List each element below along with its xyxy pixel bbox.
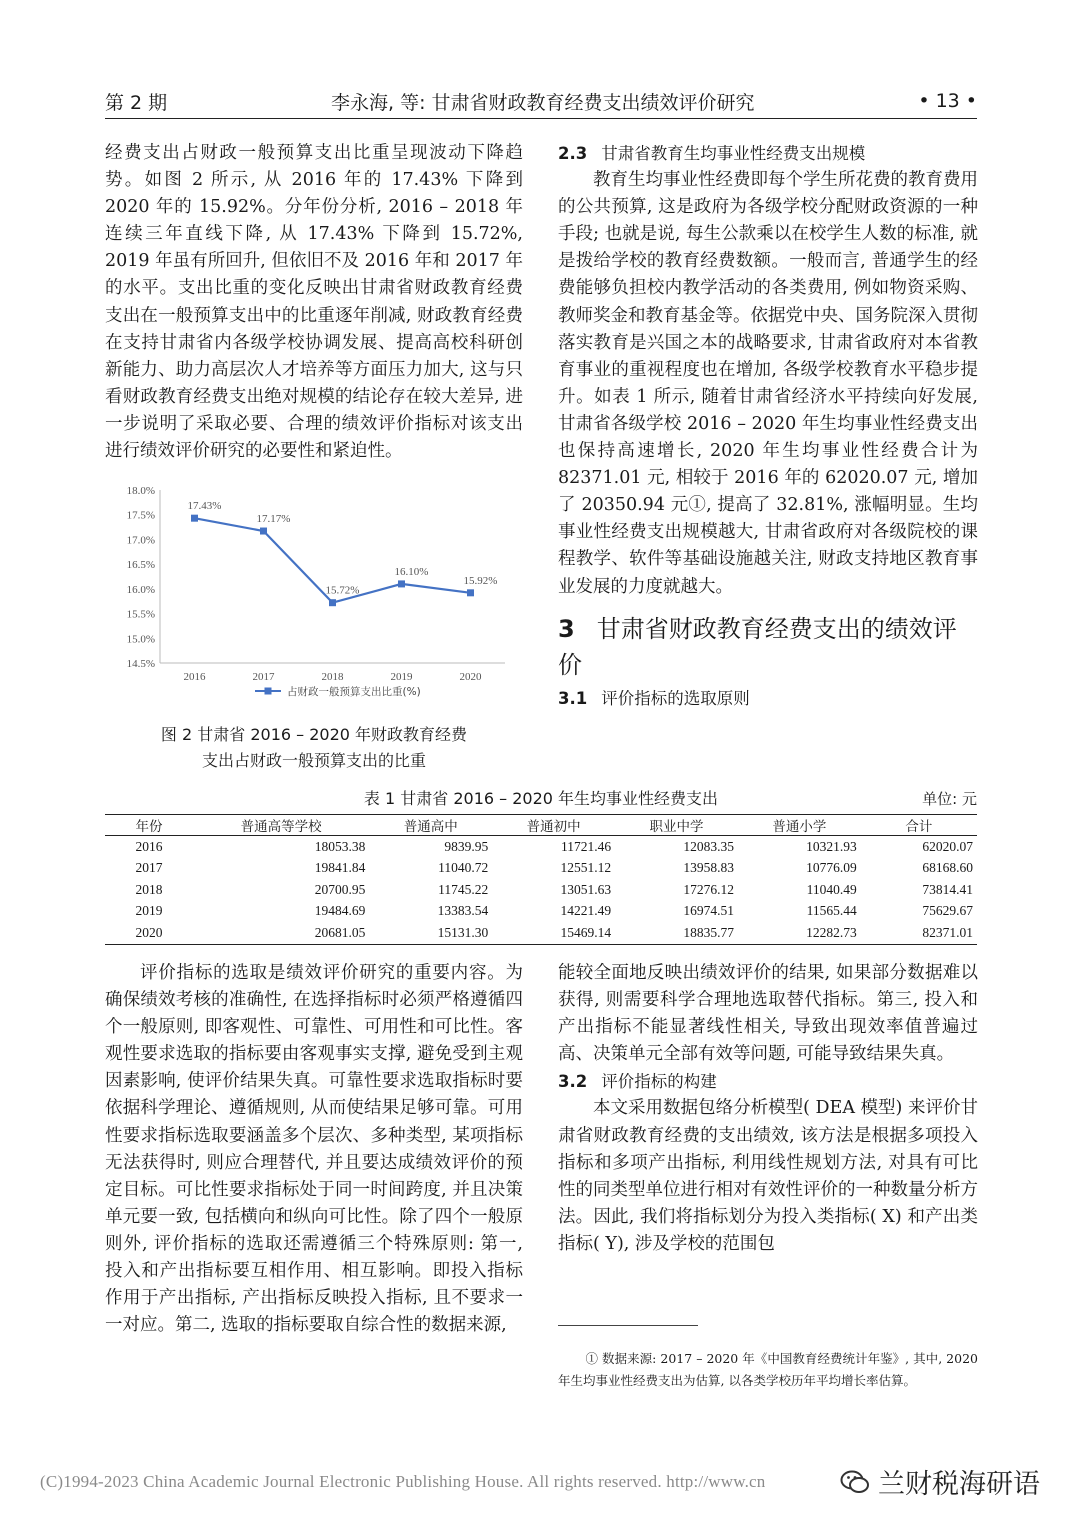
chart-svg <box>105 478 523 713</box>
data-label: 17.43% <box>187 500 222 513</box>
y-tick-label: 16.5% <box>126 559 155 572</box>
data-table <box>105 814 977 945</box>
x-tick-label: 2019 <box>390 671 413 683</box>
watermark-text: 兰财税海研语 <box>878 1469 1040 1500</box>
table-cell-year: 2019 <box>135 903 163 919</box>
y-tick-label: 16.0% <box>126 583 155 596</box>
table-row <box>105 858 977 880</box>
section-title: 甘肃省财政教育经费支出的绩效评价 <box>558 614 957 679</box>
table-cell-value: 62020.07 <box>922 838 973 854</box>
article-header-title: 李永海, 等: 甘肃省财政教育经费支出绩效评价研究 <box>330 91 755 114</box>
paragraph: 评价指标的选取是绩效评价研究的重要内容。为确保绩效考核的准确性, 在选择指标时必须严格遵循四个一般原则, 即客观性、可靠性、可用性和可比性。客观性要求选取的指标要由客观事实支撑, 避免受到主观因素影响, 使评价结果失真。可靠性要求选取指标时要依据科学理论、遵循规则, 从而使结果足够可靠。可用性要求指标选取要涵盖多个层次、多种类型, 某项指标无法获得时, 则应合理替代, 并且要达成绩效评价的预定目标。可比性要求指标处于同一时间跨度, 并且决策单元要一致, 包括横向和纵向可比性。除了四个一般原则外, 评价指标的选取还需遵循三个特殊原则: 第一, 投入和产出指标要互相作用、相互影响。即投入指标作用于产出指标, 产出指标反映投入指标, 且不要求一一对应。第二, 选取的指标要取自综合性的数据来源, <box>105 963 523 1336</box>
table-cell-year: 2016 <box>135 838 163 854</box>
section-number: 2.3 <box>558 144 588 163</box>
section-title: 评价指标的构建 <box>601 1072 717 1092</box>
data-label: 15.72% <box>325 584 360 597</box>
table-cell-value: 13051.63 <box>560 881 612 897</box>
y-tick-label: 14.5% <box>126 658 155 670</box>
issue-number: 第 2 期 <box>105 91 168 114</box>
running-header <box>105 86 977 116</box>
table-cell-value: 75629.67 <box>922 903 973 919</box>
table-row <box>105 901 977 923</box>
section-heading-2-3 <box>558 140 978 167</box>
table-title: 表 1 甘肃省 2016 – 2020 年生均事业性经费支出 <box>363 789 719 808</box>
table-cell-value: 13958.83 <box>683 860 734 876</box>
data-point <box>260 528 267 535</box>
y-tick-label: 17.5% <box>126 509 155 522</box>
legend-marker <box>265 688 272 695</box>
left-column-top <box>105 140 523 465</box>
column-header: 普通高中 <box>403 819 458 835</box>
table-cell-value: 82371.01 <box>922 924 973 940</box>
section-number: 3.2 <box>558 1072 588 1092</box>
left-column-bottom <box>105 960 523 1339</box>
section-heading-3-2 <box>558 1068 978 1095</box>
column-header: 普通小学 <box>772 819 827 835</box>
watermark <box>840 1462 1040 1501</box>
data-point <box>467 589 474 596</box>
line-chart <box>105 478 523 713</box>
section-title: 评价指标的选取原则 <box>601 688 750 708</box>
column-header: 普通高等学校 <box>240 819 322 835</box>
y-tick-label: 18.0% <box>126 485 155 497</box>
section-number: 3.1 <box>558 688 588 708</box>
table-row <box>105 879 977 901</box>
table-cell-value: 11745.22 <box>438 881 489 897</box>
wechat-icon <box>840 1469 870 1495</box>
data-point <box>329 599 336 606</box>
figure-caption-line1: 图 2 甘肃省 2016 – 2020 年财政教育经费 <box>160 725 468 744</box>
table-cell-year: 2017 <box>135 860 163 876</box>
right-column-top <box>558 140 978 712</box>
table-cell-value: 15469.14 <box>560 924 612 940</box>
x-tick-label: 2018 <box>321 671 344 683</box>
data-point <box>398 580 405 587</box>
paragraph: 本文采用数据包络分析模型( DEA 模型) 来评价甘肃省财政教育经费的支出绩效, 该方法是根据多项投入指标和多项产出指标, 利用线性规划方法, 对具有可比性的同类型单位进行相对有效性评价的一种数量分析方法。因此, 我们将指标划分为投入类指标( X) 和产出类指标( Y), 涉及学校的范围包 <box>558 1098 978 1254</box>
table-cell-value: 16974.51 <box>683 903 734 919</box>
table-cell-value: 19841.84 <box>314 860 366 876</box>
data-label: 16.10% <box>394 565 429 578</box>
section-heading-3 <box>558 611 978 683</box>
figure-caption-line2: 支出占财政一般预算支出的比重 <box>201 751 426 770</box>
right-column-bottom <box>558 960 978 1258</box>
table-cell-value: 9839.95 <box>444 838 489 854</box>
footnote-rule <box>558 1325 698 1326</box>
section-number: 3 <box>558 614 575 643</box>
table-cell-year: 2018 <box>135 881 163 897</box>
section-title: 甘肃省教育生均事业性经费支出规模 <box>601 144 866 163</box>
table-unit: 单位: 元 <box>922 790 977 808</box>
table-cell-value: 73814.41 <box>922 881 973 897</box>
table-cell-value: 18835.77 <box>683 924 734 940</box>
table-cell-value: 20700.95 <box>314 881 366 897</box>
paragraph: 经费支出占财政一般预算支出比重呈现波动下降趋势。如图 2 所示, 从 2016 年的 17.43% 下降到 2020 年的 15.92%。分年份分析, 2016 – 2018 年连续三年直线下降, 从 17.43% 下降到 15.72%, 2019 年虽有所回升, 但依旧不及 2016 年和 2017 年的水平。支出比重的变化反映出甘肃省财政教育经费支出在一般预算支出中的比重逐年削减, 财政教育经费在支持甘肃省内各级学校协调发展、提高高校科研创新能力、助力高层次人才培养等方面压力加大, 这与只看财政教育经费支出绝对规模的结论存在较大差异, 进一步说明了采取必要、合理的绩效评价指标对该支出进行绩效评价研究的必要性和紧迫性。 <box>105 143 523 462</box>
table-cell-value: 12282.73 <box>806 924 857 940</box>
column-header: 年份 <box>135 819 163 835</box>
column-header: 合计 <box>905 819 933 835</box>
table-cell-value: 15131.30 <box>437 924 489 940</box>
data-label: 15.92% <box>463 574 498 587</box>
table-cell-value: 13383.54 <box>437 903 489 919</box>
table-cell-value: 19484.69 <box>314 903 366 919</box>
y-tick-label: 15.5% <box>126 608 155 621</box>
table-cell-value: 11040.49 <box>806 881 857 897</box>
table-cell-value: 10776.09 <box>806 860 857 876</box>
copyright-footer: (C)1994-2023 China Academic Journal Electronic Publishing House. All rights reserved. http://www.cn <box>40 1472 766 1491</box>
data-point <box>191 515 198 522</box>
data-label: 17.17% <box>256 513 291 526</box>
footnote: ① 数据来源: 2017 – 2020 年《中国教育经费统计年鉴》, 其中, 2020 年生均事业性经费支出为估算, 以各类学校历年平均增长率估算。 <box>558 1351 978 1388</box>
table-cell-value: 14221.49 <box>560 903 612 919</box>
x-tick-label: 2017 <box>252 671 275 683</box>
paragraph: 教育生均事业性经费即每个学生所花费的教育费用的公共预算, 这是政府为各级学校分配财政资源的一种手段; 也就是说, 每生公款乘以在校学生人数的标准, 就是拨给学校的教育经费数额。一般而言, 普通学生的经费能够负担校内教学活动的各类费用, 例如物资采购、教师奖金和教育基金等。依据党中央、国务院深入贯彻落实教育是兴国之本的战略要求, 甘肃省政府对本省教育事业的重视程度也在增加, 各级学校教育水平稳步提升。如表 1 所示, 随着甘肃省经济水平持续向好发展, 甘肃省各级学校 2016 – 2020 年生均事业性经费支出也保持高速增长, 2020 年生均事业性经费合计为 82371.01 元, 相较于 2016 年的 62020.07 元, 增加了 20350.94 元①, 提高了 32.81%, 涨幅明显。生均事业性经费支出规模越大, 甘肃省政府对各级院校的课程教学、软件等基础设施越关注, 财政支持地区教育事业发展的力度就越大。 <box>558 170 978 597</box>
table-cell-value: 68168.60 <box>922 860 973 876</box>
x-tick-label: 2020 <box>459 671 482 683</box>
table-cell-value: 17276.12 <box>683 881 734 897</box>
table-cell-value: 12551.12 <box>560 860 612 876</box>
y-tick-label: 17.0% <box>126 534 155 547</box>
table-header-row <box>105 815 977 836</box>
column-header: 职业中学 <box>649 819 704 835</box>
table-cell-value: 11040.72 <box>438 860 489 876</box>
paragraph: 能较全面地反映出绩效评价的结果, 如果部分数据难以获得, 则需要科学合理地选取替代指标。第三, 投入和产出指标不能显著线性相关, 导致出现效率值普遍过高、决策单元全部有效等问题, 可能导致结果失真。 <box>558 963 978 1065</box>
section-heading-3-1 <box>558 685 978 712</box>
table-row <box>105 836 977 858</box>
figure-caption <box>105 722 523 774</box>
table-cell-value: 11721.46 <box>560 838 612 854</box>
page-number: • 13 • <box>918 90 977 112</box>
table-row <box>105 922 977 944</box>
table-cell-value: 12083.35 <box>683 838 734 854</box>
header-rule <box>105 118 977 119</box>
table-cell-value: 20681.05 <box>314 924 366 940</box>
column-header: 普通初中 <box>526 819 581 835</box>
table-cell-value: 10321.93 <box>806 838 857 854</box>
table-cell-year: 2020 <box>135 924 163 940</box>
y-tick-label: 15.0% <box>126 633 155 646</box>
legend-label: 占财政一般预算支出比重(%) <box>287 686 421 698</box>
table-cell-value: 11565.44 <box>806 903 857 919</box>
x-tick-label: 2016 <box>183 671 206 683</box>
table-cell-value: 18053.38 <box>314 838 366 854</box>
